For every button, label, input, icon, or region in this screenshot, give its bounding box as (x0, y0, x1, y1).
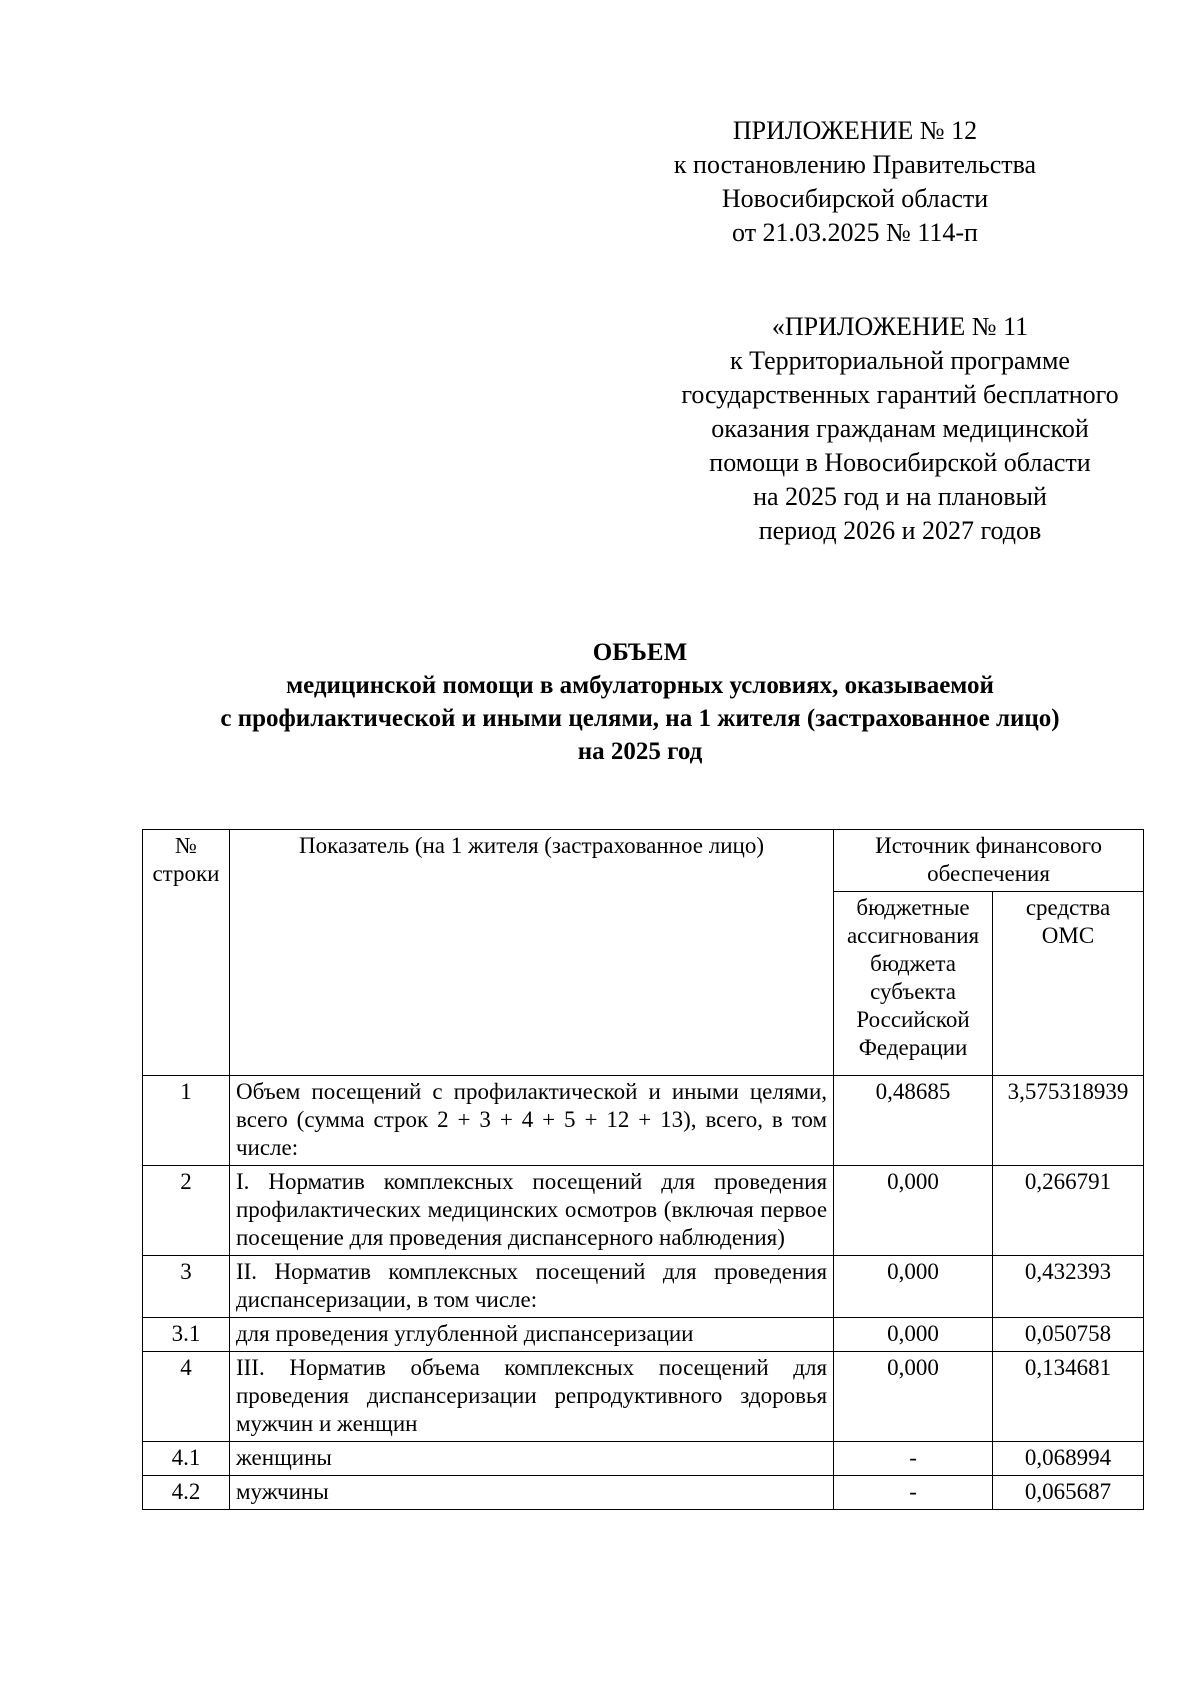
table-row (143, 1442, 1144, 1476)
row-oms-value: 3,575318939 (993, 1076, 1144, 1166)
row-number: 3 (143, 1256, 230, 1318)
appendix-11-line: к Территориальной программе (730, 346, 1070, 375)
appendix-11-line: государственных гарантий бесплатного (681, 380, 1119, 409)
row-number: 4.2 (143, 1476, 230, 1510)
appendix-11-line: «ПРИЛОЖЕНИЕ № 11 (771, 312, 1029, 341)
title-line: на 2025 год (577, 738, 703, 765)
header-oms: средства ОМС (993, 892, 1144, 1076)
header-row-number: № строки (143, 830, 230, 1076)
appendix-12-line: ПРИЛОЖЕНИЕ № 12 (732, 116, 978, 145)
table-row (143, 1476, 1144, 1510)
row-number: 2 (143, 1166, 230, 1256)
table-row (143, 1256, 1144, 1318)
row-budget-value: - (834, 1476, 993, 1510)
header-indicator: Показатель (на 1 жителя (застрахованное лицо) (229, 830, 833, 1076)
appendix-11-line: оказания гражданам медицинской (711, 414, 1089, 443)
row-budget-value: 0,000 (834, 1352, 993, 1442)
row-indicator: для проведения углубленной диспансеризации (229, 1318, 833, 1352)
row-indicator: III. Норматив объема комплексных посещений для проведения диспансеризации репродуктивного здоровья мужчин и женщин (229, 1352, 833, 1442)
row-oms-value: 0,065687 (993, 1476, 1144, 1510)
table-row (143, 1318, 1144, 1352)
table-row (143, 1076, 1144, 1166)
row-indicator: мужчины (229, 1476, 833, 1510)
table-header-row (143, 830, 1144, 892)
row-budget-value: 0,000 (834, 1318, 993, 1352)
row-budget-value: 0,000 (834, 1256, 993, 1318)
row-number: 4 (143, 1352, 230, 1442)
header-funding-source: Источник финансового обеспечения (834, 830, 1144, 892)
table-row (143, 1166, 1144, 1256)
appendix-11-line: период 2026 и 2027 годов (758, 516, 1042, 545)
title-line: с профилактической и иными целями, на 1 жителя (застрахованное лицо) (220, 705, 1060, 732)
appendix-12-line: к постановлению Правительства (673, 150, 1037, 179)
row-oms-value: 0,266791 (993, 1166, 1144, 1256)
title-line: медицинской помощи в амбулаторных условиях, оказываемой (286, 672, 994, 699)
row-number: 4.1 (143, 1442, 230, 1476)
row-number: 3.1 (143, 1318, 230, 1352)
row-number: 1 (143, 1076, 230, 1166)
row-budget-value: - (834, 1442, 993, 1476)
header-budget: бюджетные ассигнования бюджета субъекта Российской Федерации (834, 892, 993, 1076)
row-indicator: II. Норматив комплексных посещений для проведения диспансеризации, в том числе: (229, 1256, 833, 1318)
row-indicator: I. Норматив комплексных посещений для проведения профилактических медицинских осмотров (включая первое посещение для проведения диспансерного наблюдения) (229, 1166, 833, 1256)
row-indicator: Объем посещений с профилактической и иными целями, всего (сумма строк 2 + 3 + 4 + 5 + 12 + 13), всего, в том числе: (229, 1076, 833, 1166)
appendix-11-header (660, 310, 1140, 548)
volume-table (142, 829, 1144, 1510)
appendix-11-line: помощи в Новосибирской области (709, 448, 1091, 477)
row-budget-value: 0,48685 (834, 1076, 993, 1166)
row-budget-value: 0,000 (834, 1166, 993, 1256)
document-title (130, 636, 1150, 768)
appendix-12-line: от 21.03.2025 № 114-п (732, 218, 978, 247)
row-oms-value: 0,068994 (993, 1442, 1144, 1476)
appendix-11-line: на 2025 год и на плановый (753, 482, 1047, 511)
appendix-12-header (660, 114, 1050, 250)
appendix-12-line: Новосибирской области (721, 184, 989, 213)
table-row (143, 1352, 1144, 1442)
row-oms-value: 0,050758 (993, 1318, 1144, 1352)
row-oms-value: 0,134681 (993, 1352, 1144, 1442)
row-oms-value: 0,432393 (993, 1256, 1144, 1318)
row-indicator: женщины (229, 1442, 833, 1476)
title-line: ОБЪЕМ (592, 639, 688, 666)
